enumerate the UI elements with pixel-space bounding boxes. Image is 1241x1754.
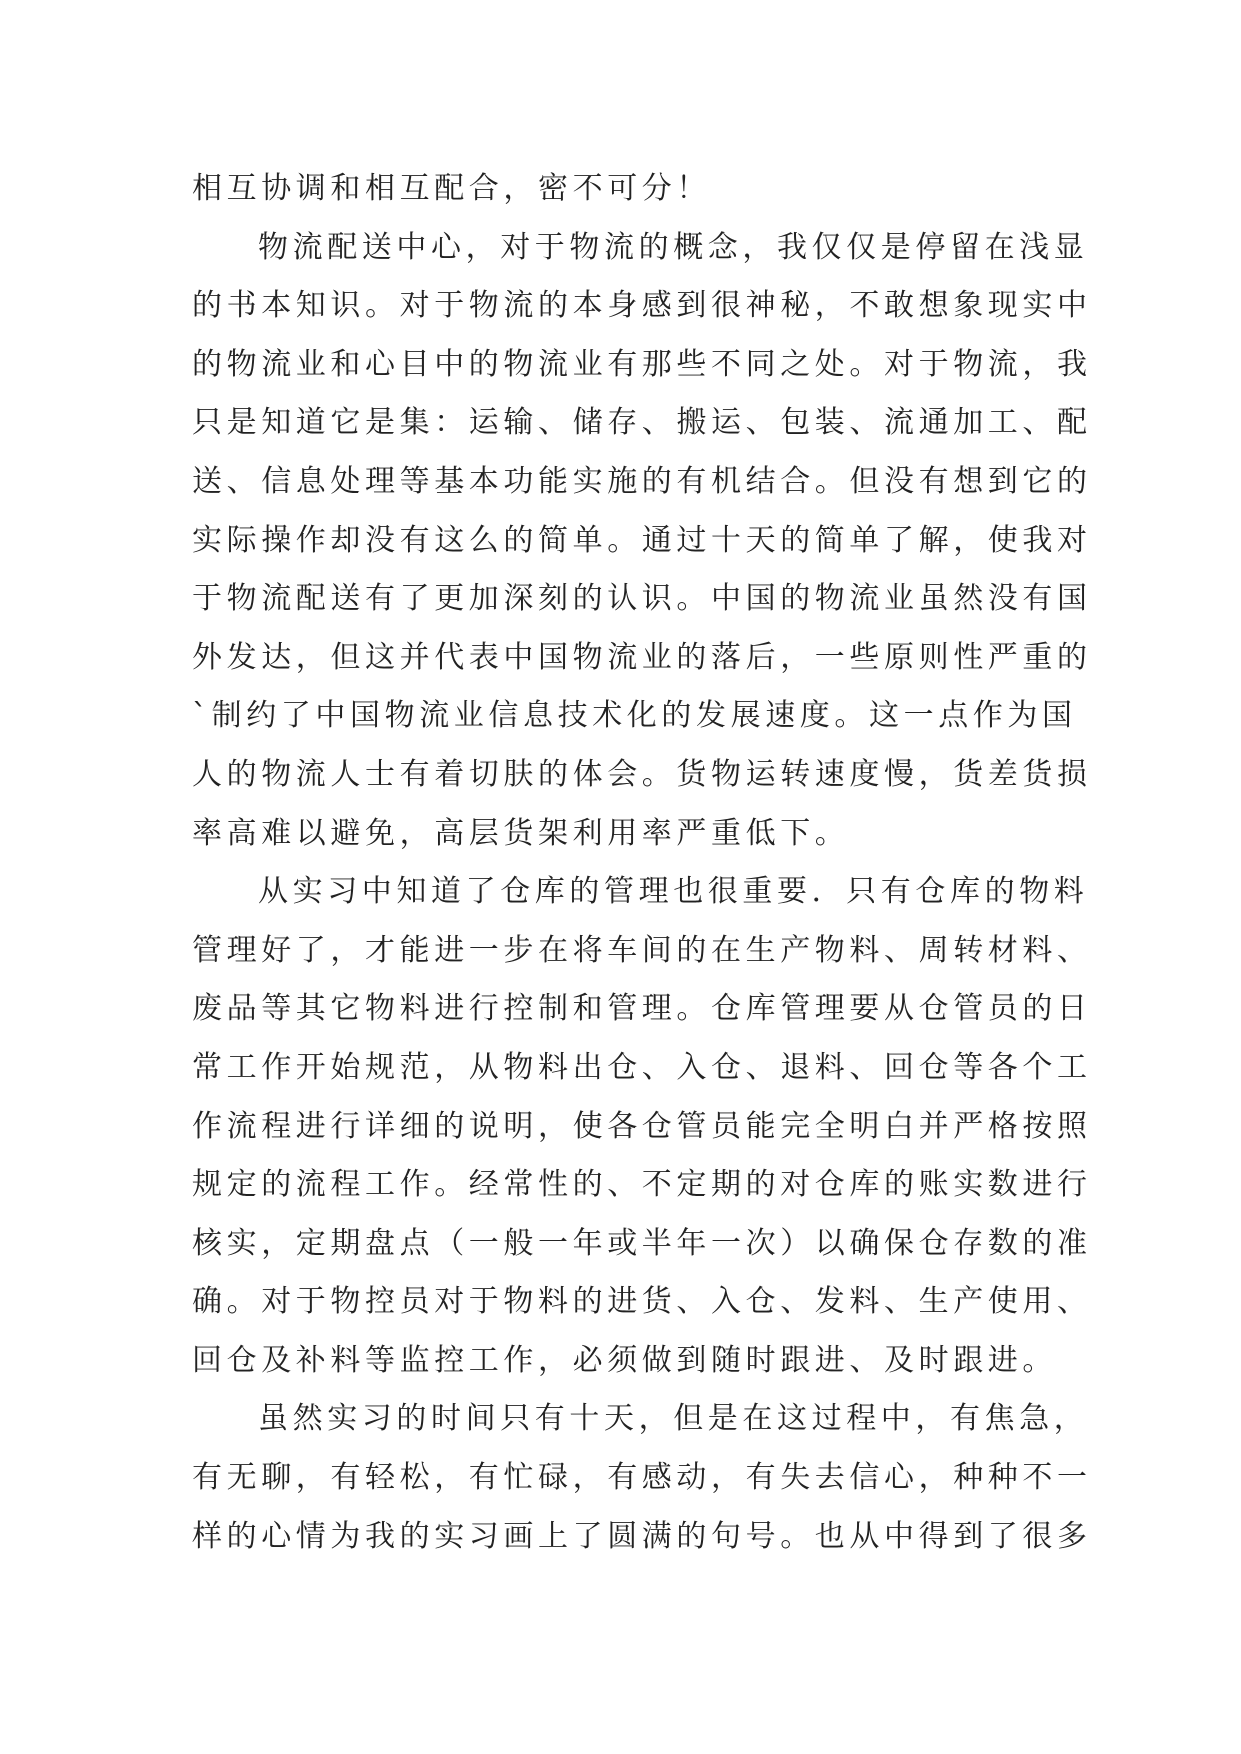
text-line: 只是知道它是集：运输、储存、搬运、包装、流通加工、配 xyxy=(192,405,1092,441)
text-line: 核实，定期盘点（一般一年或半年一次）以确保仓存数的准 xyxy=(192,1225,1092,1261)
text-line: 外发达，但这并代表中国物流业的落后，一些原则性严重的 xyxy=(192,639,1092,675)
text-line: 率高难以避免，高层货架利用率严重低下。 xyxy=(192,815,850,851)
text-line: 作流程进行详细的说明，使各仓管员能完全明白并严格按照 xyxy=(192,1108,1092,1144)
text-line: 于物流配送有了更加深刻的认识。中国的物流业虽然没有国 xyxy=(192,581,1092,617)
text-line: 送、信息处理等基本功能实施的有机结合。但没有想到它的 xyxy=(192,463,1092,499)
text-line: 有无聊，有轻松，有忙碌，有感动，有失去信心，种种不一 xyxy=(192,1460,1092,1496)
text-line: 规定的流程工作。经常性的、不定期的对仓库的账实数进行 xyxy=(192,1167,1092,1203)
text-line: 物流配送中心，对于物流的概念，我仅仅是停留在浅显 xyxy=(258,229,1089,265)
text-line: 样的心情为我的实习画上了圆满的句号。也从中得到了很多 xyxy=(192,1518,1092,1554)
text-line: 的物流业和心目中的物流业有那些不同之处。对于物流，我 xyxy=(192,346,1092,382)
text-line: 常工作开始规范，从物料出仓、入仓、退料、回仓等各个工 xyxy=(192,1049,1092,1085)
text-line: 确。对于物控员对于物料的进货、入仓、发料、生产使用、 xyxy=(192,1284,1092,1320)
text-line: 管理好了，才能进一步在将车间的在生产物料、周转材料、 xyxy=(192,932,1092,968)
text-line: 虽然实习的时间只有十天，但是在这过程中，有焦急， xyxy=(258,1401,1089,1437)
text-line: 的书本知识。对于物流的本身感到很神秘，不敢想象现实中 xyxy=(192,288,1092,324)
text-line: 人的物流人士有着切肤的体会。货物运转速度慢，货差货损 xyxy=(192,756,1092,792)
text-line: `制约了中国物流业信息技术化的发展速度。这一点作为国 xyxy=(192,698,1077,734)
body-text xyxy=(192,160,1092,1566)
text-line: 相互协调和相互配合，密不可分！ xyxy=(192,171,711,206)
text-line: 废品等其它物料进行控制和管理。仓库管理要从仓管员的日 xyxy=(192,991,1092,1027)
text-line: 从实习中知道了仓库的管理也很重要．只有仓库的物料 xyxy=(258,874,1089,910)
text-line: 实际操作却没有这么的简单。通过十天的简单了解，使我对 xyxy=(192,522,1092,558)
text-line: 回仓及补料等监控工作，必须做到随时跟进、及时跟进。 xyxy=(192,1342,1057,1378)
